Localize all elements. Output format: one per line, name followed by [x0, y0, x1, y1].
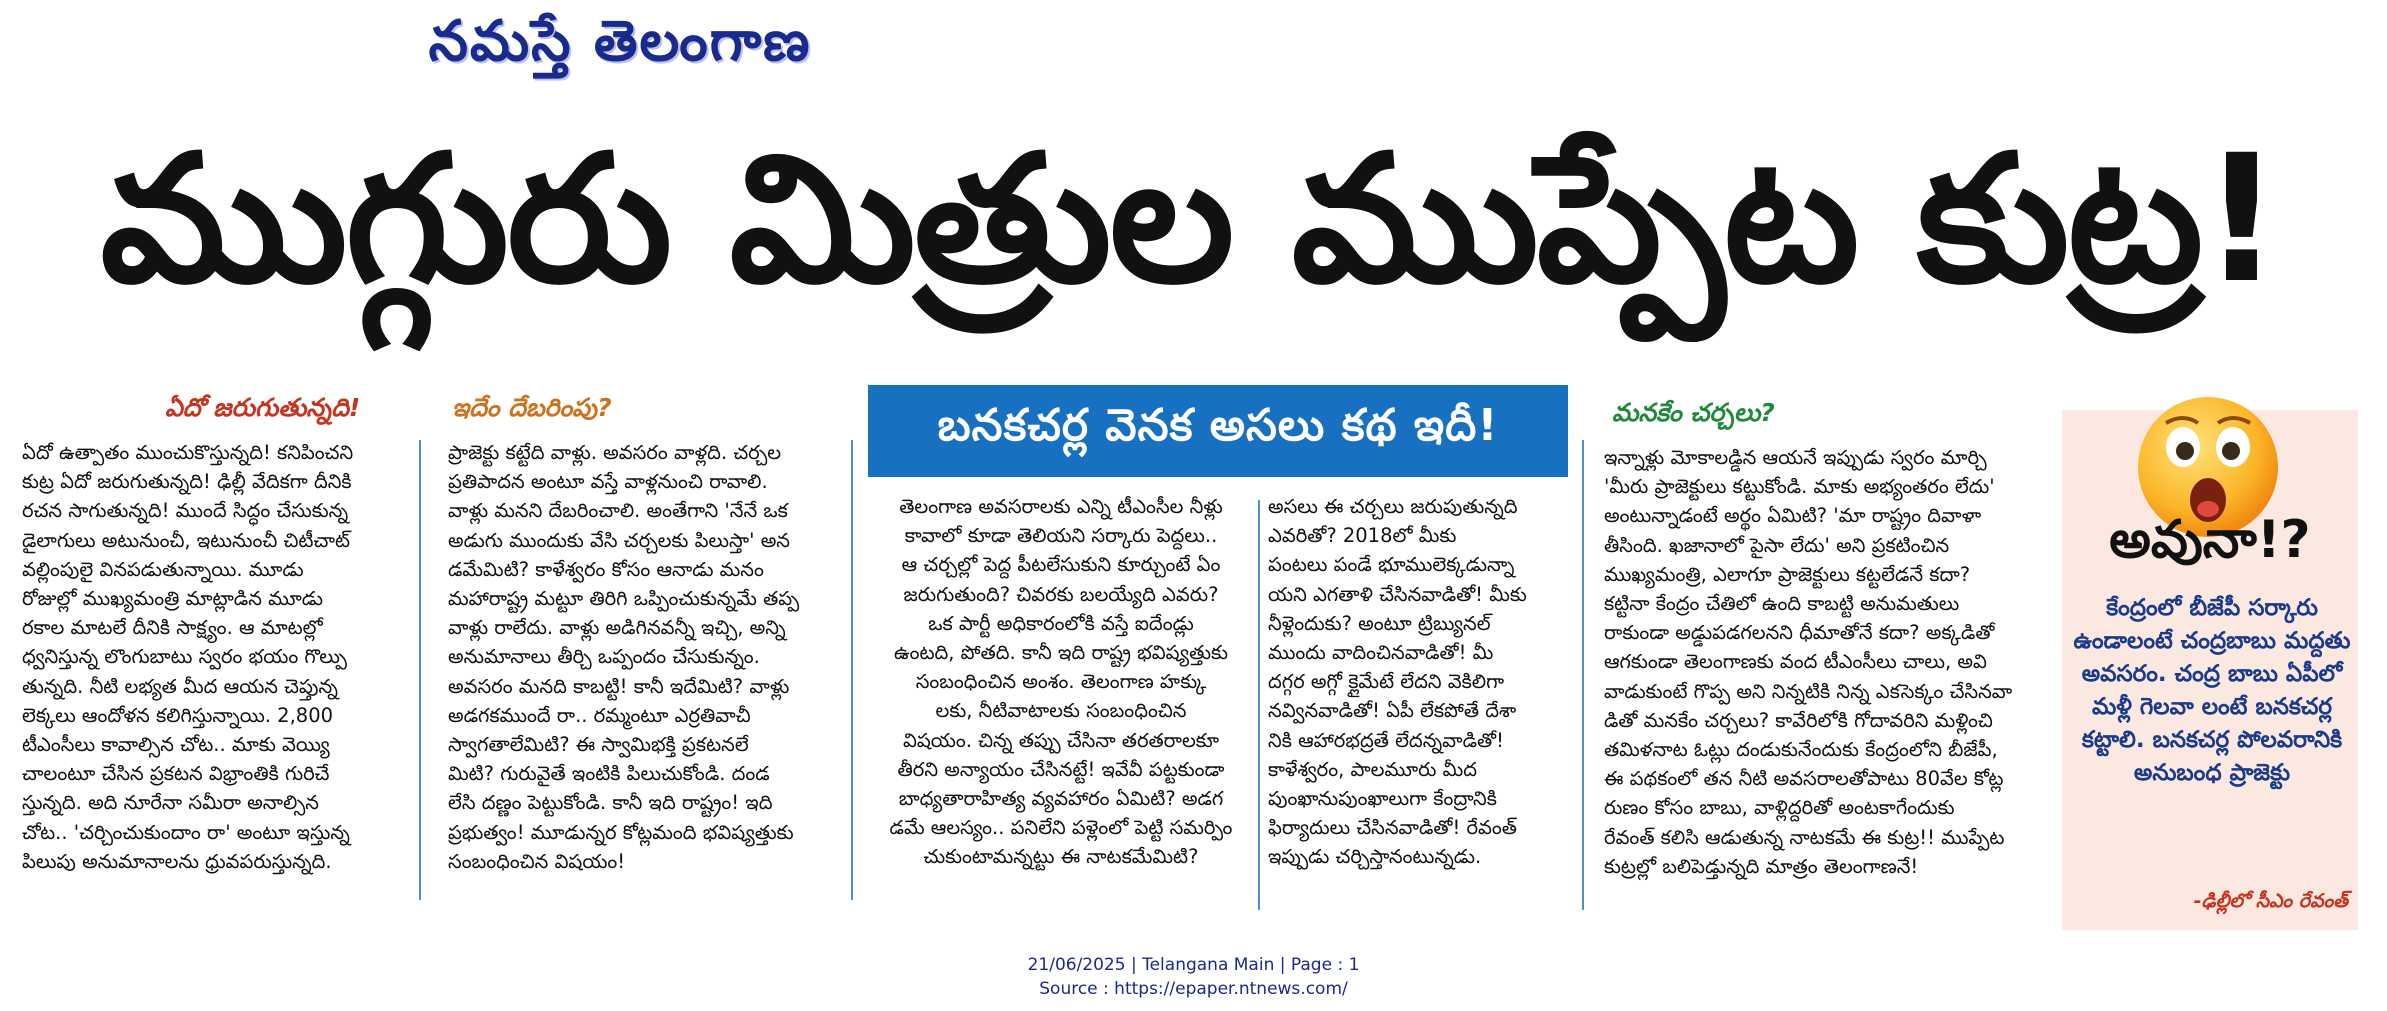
article-line: ఫిర్యాదులు చేసినవాడితో! రేవంత్: [1268, 816, 1517, 840]
article-line: మిటి? గురువైతే ఇంటికి పిలుచుకోండి. దండ: [448, 762, 770, 786]
article-line: పిలుపు అనుమానాలను ధ్రువపరుస్తున్నది.: [22, 849, 332, 873]
article-line: నీళ్లెందుకు? అంటూ ట్రిబ్యునల్: [1268, 611, 1491, 635]
article-line: ముందు వాదించినవాడితో! మీ: [1268, 641, 1494, 665]
article-line: యని ఎగతాళి చేసినవాడితో! మీకు: [1268, 582, 1527, 606]
article-line: ముఖ్యమంత్రి, ఎలాగూ ప్రాజెక్టులు కట్టలేడనే కదా?: [1604, 562, 1971, 586]
sidebar-title: అవునా!?: [2109, 510, 2311, 570]
article-line: అవసరం మనది కాబట్టి! కానీ ఇదేమిటి? వాళ్లు: [448, 674, 790, 698]
article-line: సంబంధించిన అంశం. తెలంగాణ హక్కు: [915, 670, 1207, 694]
article-line: తెలంగాణ అవసరాలకు ఎన్ని టీఎంసీల నీళ్లు: [899, 495, 1223, 518]
article-line: తీరని అన్యాయం చేసినట్టే! ఇవేవీ పట్టకుండా: [897, 757, 1225, 781]
article-line: స్తున్నది. అది నూరేనా సమీరా అనాల్సిన: [22, 791, 319, 815]
article-line: అసలు ఈ చర్చలు జరుపుతున్నది: [1268, 495, 1518, 518]
article-line: ఆగకుండా తెలంగాణకు వంద టీఎంసీలు చాలు, అవి: [1604, 650, 1987, 674]
article-line: డమే ఆలస్యం.. పనిలేని పళ్లెంలో పెట్టి సమర్పిం: [889, 816, 1233, 840]
column-divider: [851, 440, 853, 900]
article-line: రాకుండా అడ్డుపడగలనని ధీమాతోనే కదా? అక్కడితో: [1604, 621, 1995, 645]
article-line: రేవంత్ కలిసి ఆడుతున్న నాటకమే ఈ కుట్ర!! ముప్పేట: [1604, 825, 2005, 849]
article-line: కుట్ర ఏదో జరుగుతున్నది! ఢిల్లీ వేదికగా దీనికి: [22, 470, 352, 494]
column-1: [22, 438, 414, 876]
article-line: 'మీరు ప్రాజెక్టులు కట్టుకోండి. మాకు అభ్యంతరం లేదు': [1604, 475, 1995, 499]
kicker-2: ఇదేం దేబరింపు?: [452, 393, 612, 422]
column-3: [872, 492, 1250, 872]
column-divider: [419, 440, 421, 900]
article-line: చుకుంటామన్నట్టు ఈ నాటకమేమిటి?: [923, 845, 1199, 869]
section-banner: బనకచర్ల వెనక అసలు కథ ఇదీ!: [868, 385, 1568, 477]
article-line: ప్రతిపాదన అంటూ వస్తే వాళ్లనుంచి రావాలి.: [448, 470, 768, 494]
article-line: ధ్వనిస్తున్న లొంగుబాటు స్వరం భయం గొల్పు: [22, 645, 347, 669]
article-line: కుట్రల్లో బలిపెడ్తున్నది మాత్రం తెలంగాణనే!: [1604, 854, 1919, 878]
article-line: లెక్కలు ఆందోళన కలిగిస్తున్నాయి. 2,800: [22, 703, 334, 727]
article-line: చోట.. 'చర్చించుకుందాం రా' అంటూ ఇస్తున్న: [22, 820, 350, 844]
column-5: [1604, 443, 2050, 881]
article-line: ఇన్నాళ్లు మోకాలడ్డిన ఆయనే ఇప్పుడు స్వరం మార్చి: [1604, 446, 1987, 469]
article-line: డైలాగులు అటునుంచీ, ఇటునుంచీ చిటీచాట్: [22, 528, 351, 552]
column-divider: [1258, 500, 1260, 910]
article-line: సంబంధించిన విషయం!: [448, 849, 626, 873]
article-line: దగ్గర అగ్గో క్లైమేటే లేదని వెకిలిగా: [1268, 670, 1505, 694]
sidebar-text: కేంద్రంలో బీజేపీ సర్కారు ఉండాలంటే చంద్రబాబు మద్దతు అవసరం. చంద్ర బాబు ఏపీలో మళ్లీ గెలవా లంటే బనకచర్ల కట్టాలి. బనకచర్ల పోలవరానికి అనుబంధ ప్రాజెక్టు: [2073, 595, 2351, 786]
article-line: డమేమిటి? కాళేశ్వరం కోసం ఆనాడు మనం: [448, 557, 764, 581]
article-line: పంటలు పండే భూములెక్కడున్నా: [1268, 553, 1515, 577]
article-line: వాళ్లు మనని దేబరించాలి. అంతేగాని 'నేనే ఒక: [448, 499, 788, 523]
article-line: నికి ఆహారభద్రతే లేదన్నవాడితో!: [1268, 728, 1504, 752]
article-line: ఉంటది, పోతది. కానీ ఇది రాష్ట్ర భవిష్యత్తుకు: [894, 641, 1228, 665]
article-line: లేసి దణ్ణం పెట్టుకోండి. కానీ ఇది రాష్ట్రం! ఇది: [448, 791, 773, 815]
article-line: తున్నది. నీటి లభ్యత మీద ఆయన చెప్తున్న: [22, 674, 338, 698]
article-line: అంటున్నాడంటే అర్థం ఏమిటి? 'మా రాష్ట్రం దివాళా: [1604, 504, 1982, 528]
article-line: పుంఖానుపుంఖాలుగా కేంద్రానికి: [1268, 787, 1497, 811]
article-line: బాధ్యతారాహిత్య వ్యవహారం ఏమిటి? అడగ: [898, 787, 1224, 811]
article-line: ఒక పార్టీ అధికారంలోకి వస్తే ఐదేండ్లు: [928, 611, 1194, 635]
column-2: [448, 438, 848, 876]
article-line: అనుమానాలు తీర్చి ఒప్పందం చేసుకున్నం.: [448, 645, 760, 669]
article-line: ప్రాజెక్టు కట్టేది వాళ్లు. అవసరం వాళ్లది. చర్చల: [448, 441, 782, 464]
article-line: అడగకముందే రా.. రమ్మంటూ ఎర్రతివాచీ: [448, 703, 751, 727]
article-line: నవ్వినవాడితో! ఏపీ లేకపోతే దేశా: [1268, 699, 1517, 723]
article-line: ఇప్పుడు చర్చిస్తానంటున్నడు.: [1268, 845, 1482, 869]
kicker-1: ఏదో జరుగుతున్నది!: [165, 393, 361, 422]
sidebar-credit: -ఢిల్లీలో సీఎం రేవంత్: [2193, 890, 2348, 912]
article-line: వల్లింపులై వినపడుతున్నాయి. మూడు: [22, 557, 304, 581]
article-line: విషయం. చిన్న తప్పు చేసినా తరతరాలకూ: [902, 728, 1219, 752]
footer-date-line: 21/06/2025 | Telangana Main | Page : 1: [1027, 955, 1360, 975]
article-line: లకు, నీటివాటాలకు సంబంధించిన: [935, 699, 1187, 723]
article-line: ఎవరితో? 2018లో మీకు: [1268, 524, 1457, 548]
article-line: కావాలో కూడా తెలియని సర్కారు పెద్దలు..: [904, 524, 1218, 548]
kicker-3: మనకేం చర్చలు?: [1612, 398, 1775, 427]
article-line: రుణం కోసం బాబు, వాళ్లిద్దరితో అంటకాగేందుకు: [1604, 796, 1955, 820]
article-line: మహారాష్ట్ర మట్టూ తిరిగి ఒప్పించుకున్నమే తప్ప: [448, 587, 800, 611]
footer-source-line: Source : https://epaper.ntnews.com/: [1039, 979, 1348, 999]
article-line: ప్రభుత్వం! మూడున్నర కోట్లమంది భవిష్యత్తుకు: [448, 820, 794, 844]
article-line: రకాల మాటలే దీనికి సాక్ష్యం. ఆ మాటల్లో: [22, 616, 323, 640]
article-line: వాళ్లు రాలేదు. వాళ్లు అడిగినవన్నీ ఇచ్చి, అన్ని: [448, 616, 786, 640]
article-line: కాళేశ్వరం, పాలమూరు మీద: [1268, 757, 1478, 781]
article-line: డితో మనకేం చర్చలు? కావేరిలోకి గోదావరిని మళ్లించి: [1604, 708, 1993, 732]
article-line: స్వాగతాలేమిటి? ఈ స్వామిభక్తి ప్రకటనలే: [448, 733, 749, 757]
article-line: తమిళనాట ఓట్లు దండుకునేందుకు కేంద్రంలోని బీజేపీ,: [1604, 738, 1998, 762]
column-4: [1268, 492, 1568, 872]
column-divider: [1582, 440, 1584, 910]
masthead: నమస్తే తెలంగాణ: [428, 8, 812, 74]
article-line: రచన సాగుతున్నది! ముందే సిద్ధం చేసుకున్న: [22, 499, 349, 523]
article-line: అడుగు ముందుకు వేసి చర్చలకు పిలుస్తా' అన: [448, 528, 790, 552]
article-line: ఏదో ఉత్పాతం ముంచుకొస్తున్నది! కనిపించని: [22, 441, 354, 464]
article-line: టీఎంసీలు కావాల్సిన చోట.. మాకు వెయ్యి: [22, 733, 330, 757]
article-line: చాలంటూ చేసిన ప్రకటన విభ్రాంతికి గురిచే: [22, 762, 330, 786]
article-line: రోజుల్లో ముఖ్యమంత్రి మాట్లాడిన మూడు: [22, 587, 323, 611]
article-line: తీసింది. ఖజానాలో పైసా లేదు' అని ప్రకటించిన: [1604, 533, 1950, 557]
article-line: వాడుకుంటే గొప్ప అని నిన్నటికి నిన్న ఎకసెక్కం చేసినవా: [1604, 679, 2013, 703]
article-line: కట్టినా కేంద్రం చేతిలో ఉంది కాబట్టి అనుమతులు: [1604, 592, 1960, 616]
headline: ముగ్గురు మిత్రుల ముప్పేట కుట్ర!: [100, 117, 2280, 322]
article-line: ఆ చర్చల్లో పెద్ద పీటలేసుకుని కూర్చుంటే ఏం: [901, 553, 1221, 577]
article-line: ఈ పథకంలో తన నీటి అవసరాలతోపాటు 80వేల కోట్ల: [1604, 767, 2004, 791]
article-line: జరుగుతుంది? చివరకు బలయ్యేది ఎవరు?: [903, 582, 1219, 606]
